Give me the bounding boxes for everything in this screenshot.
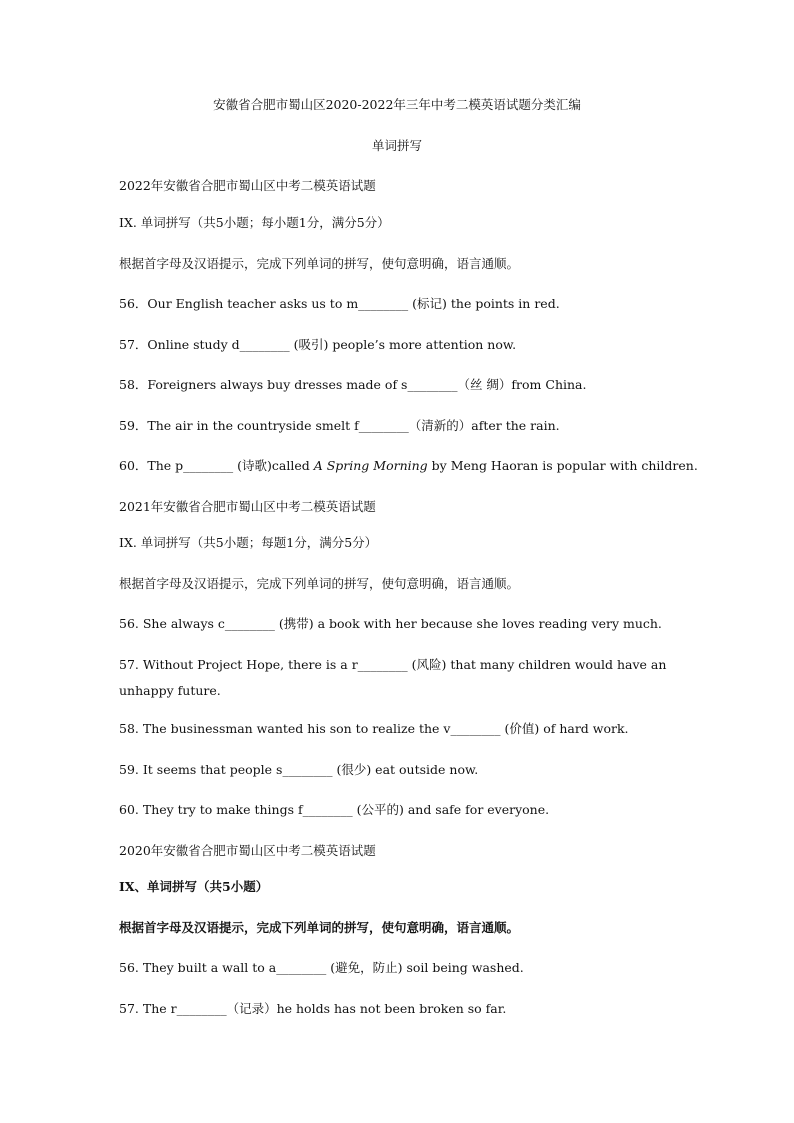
section-part-2021: IX. 单词拼写（共5小题；每题1分，满分5分） [119,535,378,550]
page-subtitle: 单词拼写 [371,138,422,153]
question-item: 58．Foreigners always buy dresses made of s________（丝 绸）from China. [119,377,587,392]
section-heading-2022: 2022年安徽省合肥市蜀山区中考二模英语试题 [119,178,376,193]
page-title: 安徽省合肥市蜀山区2020-2022年三年中考二模英语试题分类汇编 [213,97,581,112]
question-item: 57. Without Project Hope, there is a r________ (风险) that many children would have an unhappy future. [119,657,667,698]
question-item: 56. She always c________ (携带) a book with her because she loves reading very much. [119,616,662,631]
question-text: 60．The p________ (诗歌)called [119,458,314,473]
poem-title: A Spring Morning [313,458,428,473]
question-item: 58. The businessman wanted his son to realize the v________ (价值) of hard work. [119,721,629,736]
question-item: 56．Our English teacher asks us to m________ (标记) the points in red. [119,296,560,311]
section-instruction-2022: 根据首字母及汉语提示，完成下列单词的拼写，使句意明确，语言通顺。 [119,256,520,271]
section-part-2020: IX、单词拼写（共5小题） [119,879,269,894]
section-heading-2021: 2021年安徽省合肥市蜀山区中考二模英语试题 [119,499,376,514]
section-part-2022: IX. 单词拼写（共5小题；每小题1分，满分5分） [119,215,390,230]
question-item: 60. They try to make things f________ (公平的) and safe for everyone. [119,802,550,817]
section-instruction-2020: 根据首字母及汉语提示，完成下列单词的拼写，使句意明确，语言通顺。 [119,920,520,935]
question-item [119,458,698,474]
question-text-tail: by Meng Haoran is popular with children. [427,458,698,473]
question-item: 59. It seems that people s________ (很少) eat outside now. [119,762,479,777]
section-instruction-2021: 根据首字母及汉语提示，完成下列单词的拼写，使句意明确，语言通顺。 [119,576,520,591]
question-item: 56. They built a wall to a________ (避免，防止) soil being washed. [119,960,524,975]
question-item: 57. The r________（记录）he holds has not been broken so far. [119,1001,507,1016]
question-item: 57．Online study d________ (吸引) people’s more attention now. [119,337,517,352]
section-heading-2020: 2020年安徽省合肥市蜀山区中考二模英语试题 [119,843,376,858]
question-item: 59．The air in the countryside smelt f________（清新的）after the rain. [119,418,560,433]
